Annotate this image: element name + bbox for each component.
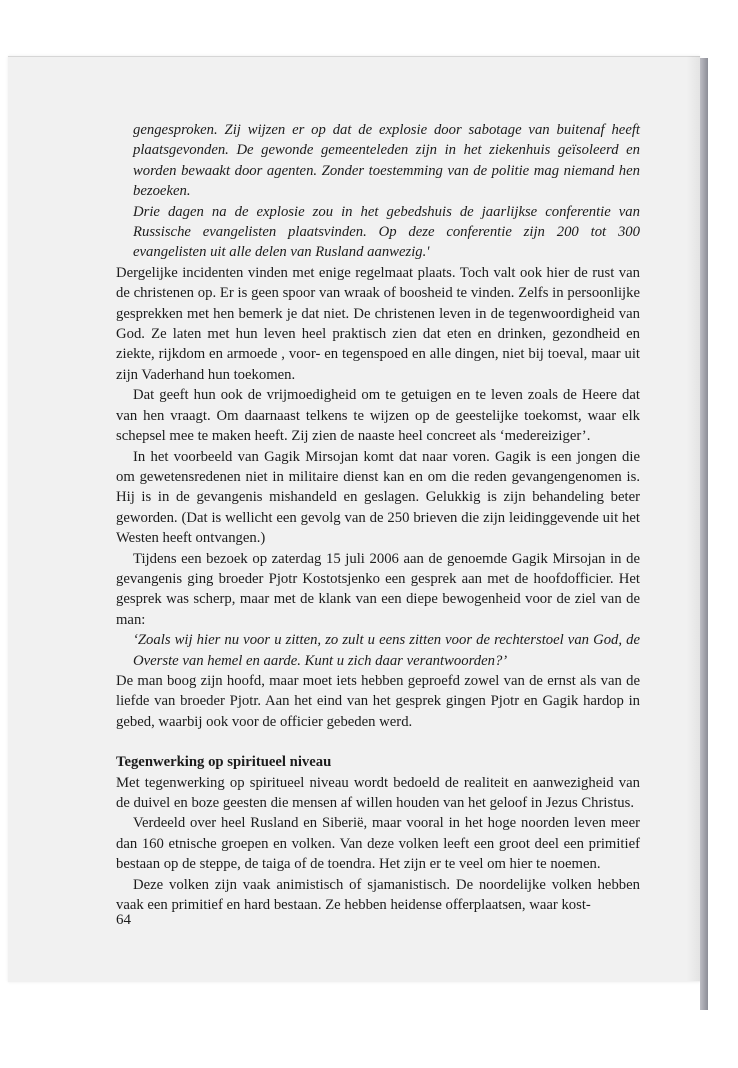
body-paragraph: Met tegenwerking op spiritueel niveau wordt bedoeld de realiteit en aanwezigheid van de duivel en boze geesten die mensen af willen houden van het geloof in Jezus Christus.	[116, 774, 640, 811]
page-number: 64	[116, 912, 131, 928]
body-paragraph: Tijdens een bezoek op zaterdag 15 juli 2006 aan de genoemde Gagik Mirsojan in de gevangenis ging broeder Pjotr Kostotsjenko een gesprek aan met de hoofdofficier. Het gesprek was scherp, maar met de klank van een diepe bewogenheid voor de ziel van de man:	[116, 550, 640, 628]
quote-paragraph: gengesproken. Zij wijzen er op dat de explosie door sabotage van buitenaf heeft plaatsgevonden. De gewonde gemeenteleden zijn in het ziekenhuis geïsoleerd en worden bewaakt door agenten. Zonder toestemming van de politie mag niemand hen bezoeken.	[133, 122, 640, 200]
quote-paragraph: Drie dagen na de explosie zou in het gebedshuis de jaarlijkse conferentie van Russische evangelisten plaatsvinden. Op deze conferentie zijn 200 tot 300 evangelisten uit alle delen van Rusland aanwezig.'	[133, 203, 640, 261]
body-paragraph: Dat geeft hun ook de vrijmoedigheid om te getuigen en te leven zoals de Heere dat van hen vraagt. Om daarnaast telkens te wijzen op de geestelijke toekomst, waar elk schepsel mee te maken heeft. Zij zien de naaste heel concreet als ‘medereiziger’.	[116, 387, 640, 445]
section-heading: Tegenwerking op spiritueel niveau	[116, 754, 332, 771]
body-paragraph: Verdeeld over heel Rusland en Siberië, maar vooral in het hoge noorden leven meer dan 160 etnische groepen en volken. Van deze volken leeft een groot deel een primitief bestaan op de steppe, de taiga of de toendra. Het zijn er te veel om hier te noemen.	[116, 815, 640, 873]
book-spine-edge	[700, 58, 708, 1010]
quote-paragraph: ‘Zoals wij hier nu voor u zitten, zo zult u eens zitten voor de rechterstoel van God, de Overste van hemel en aarde. Kunt u zich daar verantwoorden?’	[133, 632, 640, 669]
page-text	[116, 120, 640, 915]
body-paragraph: De man boog zijn hoofd, maar moet iets hebben geproefd zowel van de ernst als van de liefde van broeder Pjotr. Aan het eind van het gesprek gingen Pjotr en Gagik hardop in gebed, waarbij ook voor de officier gebeden werd.	[116, 672, 640, 730]
body-paragraph: Deze volken zijn vaak animistisch of sjamanistisch. De noordelijke volken hebben vaak een primitief en hard bestaan. Ze hebben heidense offerplaatsen, waar kost-	[116, 876, 640, 914]
page-edge-shadow	[686, 56, 700, 981]
body-paragraph: In het voorbeeld van Gagik Mirsojan komt dat naar voren. Gagik is een jongen die om gewetensredenen niet in militaire dienst kan en om die reden gevangengenomen is. Hij is in de gevangenis mishandeld en geslagen. Gelukkig is zijn behandeling beter geworden. (Dat is wellicht een gevolg van de 250 brieven die zijn leidinggevende uit het Westen heeft ontvangen.)	[116, 448, 640, 547]
body-paragraph: Dergelijke incidenten vinden met enige regelmaat plaats. Toch valt ook hier de rust van de christenen op. Er is geen spoor van wraak of boosheid te vinden. Zelfs in persoonlijke gesprekken met hen bemerk je dat niet. De christenen leven in de tegenwoordigheid van God. Ze laten met hun leven heel praktisch zien dat eten en drinken, gezondheid en ziekte, rijkdom en armoede , voor- en tegenspoed en alle dingen, niet bij toeval, maar uit zijn Vaderhand hun toekomen.	[116, 264, 640, 383]
